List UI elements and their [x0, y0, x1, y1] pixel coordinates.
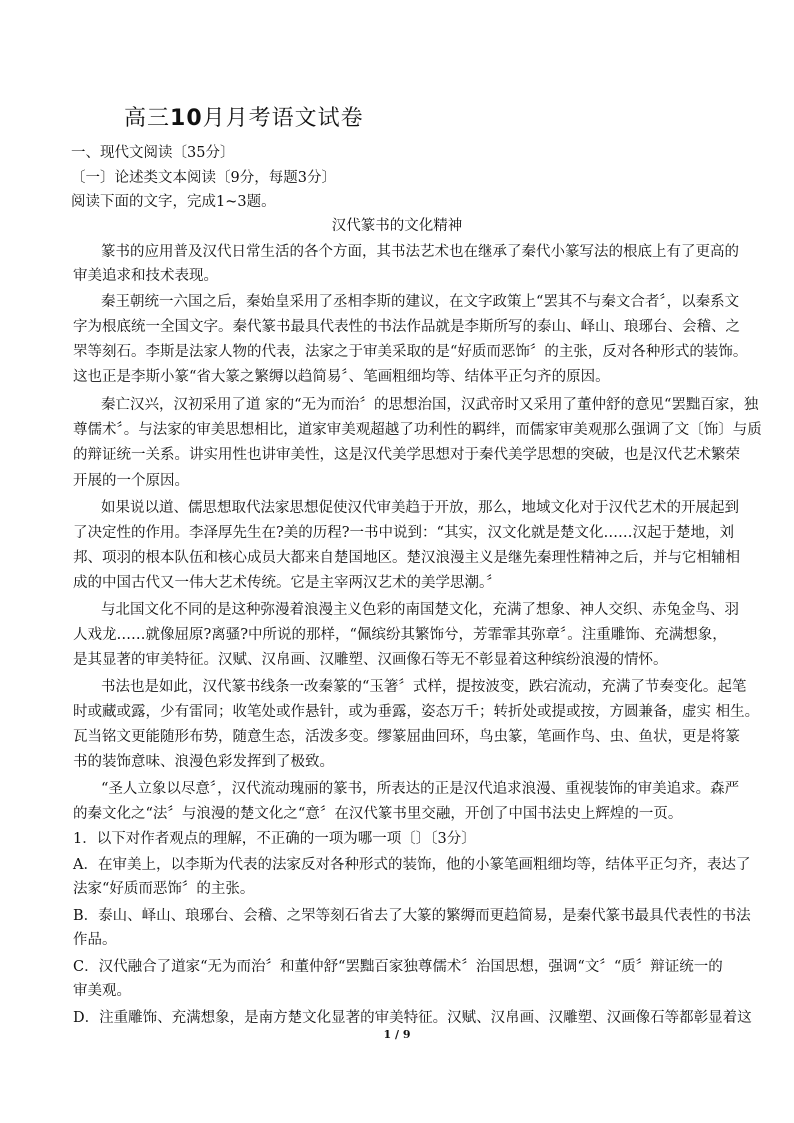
reading-instruction: 阅读下面的文字，完成1~3题。	[71, 194, 276, 210]
question-option: D．注重雕饰、充满想象，是南方楚文化显著的审美特征。汉赋、汉帛画、汉雕塑、汉画像石等都彰显着这	[73, 1010, 752, 1026]
article-line: 的秦文化之“法〞与浪漫的楚文化之“意〞在汉代篆书里交融，开创了中国书法史上辉煌的一页。	[73, 806, 683, 822]
article-line: 篆书的应用普及汉代日常生活的各个方面，其书法艺术也在继承了秦代小篆写法的根底上有了更高的	[101, 244, 739, 260]
article-line: 书法也是如此，汉代篆书线条一改秦篆的“玉箸〞式样，提按波变，跌宕流动，充满了节奏变化。起笔	[101, 679, 747, 695]
article-line: 如果说以道、儒思想取代法家思想促使汉代审美趋于开放，那么，地域文化对于汉代艺术的开展起到	[101, 500, 739, 516]
question-option: A．在审美上，以李斯为代表的法家反对各种形式的装饰，他的小篆笔画粗细均等，结体平正匀齐，表达了	[73, 857, 751, 873]
article-line: 邦、项羽的根本队伍和核心成员大都来自楚国地区。楚汉浪漫主义是继先秦理性精神之后，并与它相辅相	[73, 550, 740, 566]
article-line: 罘等刻石。李斯是法家人物的代表，法家之于审美采取的是“好质而恶饰〞的主张，反对各种形式的装饰。	[73, 344, 748, 360]
question-option: 法家“好质而恶饰〞的主张。	[73, 881, 255, 897]
article-title: 汉代篆书的文化精神	[331, 218, 463, 234]
article-line: 秦王朝统一六国之后，秦始皇采用了丞相李斯的建议，在文字政策上“罢其不与秦文合者〞，以秦系文	[101, 294, 740, 310]
question-option: C．汉代融合了道家“无为而治〞和董仲舒“罢黜百家独尊儒术〞治国思想，强调“文〞“质〞辩证统一的	[73, 959, 723, 975]
article-line: 尊儒术〞。与法家的审美思想相比，道家审美观超越了功利性的羁绊，而儒家审美观那么强调了文〔饰〕与质	[73, 422, 762, 438]
article-line: 是其显著的审美特征。汉赋、汉帛画、汉雕塑、汉画像石等无不彰显着这种缤纷浪漫的情怀。	[73, 652, 668, 668]
article-line: 瓦当铭文更能随形布势，随意生态，活泼多变。缪篆屈曲回环，鸟虫篆，笔画作鸟、虫、鱼状，更是将篆	[73, 729, 740, 745]
question-stem: 1．以下对作者观点的理解，不正确的一项为哪一项〔〕〔3分〕	[73, 831, 476, 847]
article-line: 时或藏或露，少有雷同；收笔处或作悬针，或为垂露，姿态万千；转折处或提或按，方圆兼备，虚实 相生。	[73, 704, 760, 720]
question-option: 作品。	[73, 932, 117, 948]
subsection-heading: 〔一〕论述类文本阅读〔9分，每题3分〕	[71, 170, 336, 186]
article-line: 开展的一个原因。	[73, 473, 189, 489]
article-line: 这也正是李斯小篆“省大篆之繁缛以趋简易〞、笔画粗细均等、结体平正匀齐的原因。	[73, 369, 610, 385]
article-line: 的辩证统一关系。讲实用性也讲审美性，这是汉代美学思想对于秦代美学思想的突破，也是汉代艺术繁荣	[73, 447, 740, 463]
section-heading: 一、现代文阅读〔35分〕	[71, 145, 235, 161]
article-line: 了决定性的作用。李泽厚先生在?美的历程?一书中说到：“其实，汉文化就是楚文化……汉起于楚地，刘	[73, 525, 734, 541]
question-option: 审美观。	[73, 983, 131, 999]
article-line: 书的装饰意味、浪漫色彩发挥到了极致。	[73, 754, 334, 770]
article-line: 成的中国古代又一伟大艺术传统。它是主宰两汉艺术的美学思潮。〞	[73, 575, 501, 591]
exam-title: 高三10月月考语文试卷	[124, 106, 364, 131]
page-number: 1 / 9	[383, 1028, 411, 1041]
article-line: 字为根底统一全国文字。秦代篆书最具代表性的书法作品就是李斯所写的泰山、峄山、琅琊台、会稽、之	[73, 319, 740, 335]
article-line: 与北国文化不同的是这种弥漫着浪漫主义色彩的南国楚文化，充满了想象、神人交织、赤兔金鸟、羽	[101, 602, 739, 618]
article-line: 秦亡汉兴，汉初采用了道 家的“无为而治〞的思想治国，汉武帝时又采用了董仲舒的意见“罢黜百家，独	[101, 397, 759, 413]
article-line: 审美追求和技术表现。	[73, 268, 218, 284]
article-line: “圣人立象以尽意〞，汉代流动瑰丽的篆书，所表达的正是汉代追求浪漫、重视装饰的审美追求。森严	[101, 781, 740, 797]
article-line: 人戏龙……就像屈原?离骚?中所说的那样，“佩缤纷其繁饰兮，芳霏霏其弥章〞。注重雕饰、充满想象，	[73, 627, 727, 643]
question-option: B．泰山、峄山、琅琊台、会稽、之罘等刻石省去了大篆的繁缛而更趋简易，是秦代篆书最具代表性的书法	[73, 908, 751, 924]
